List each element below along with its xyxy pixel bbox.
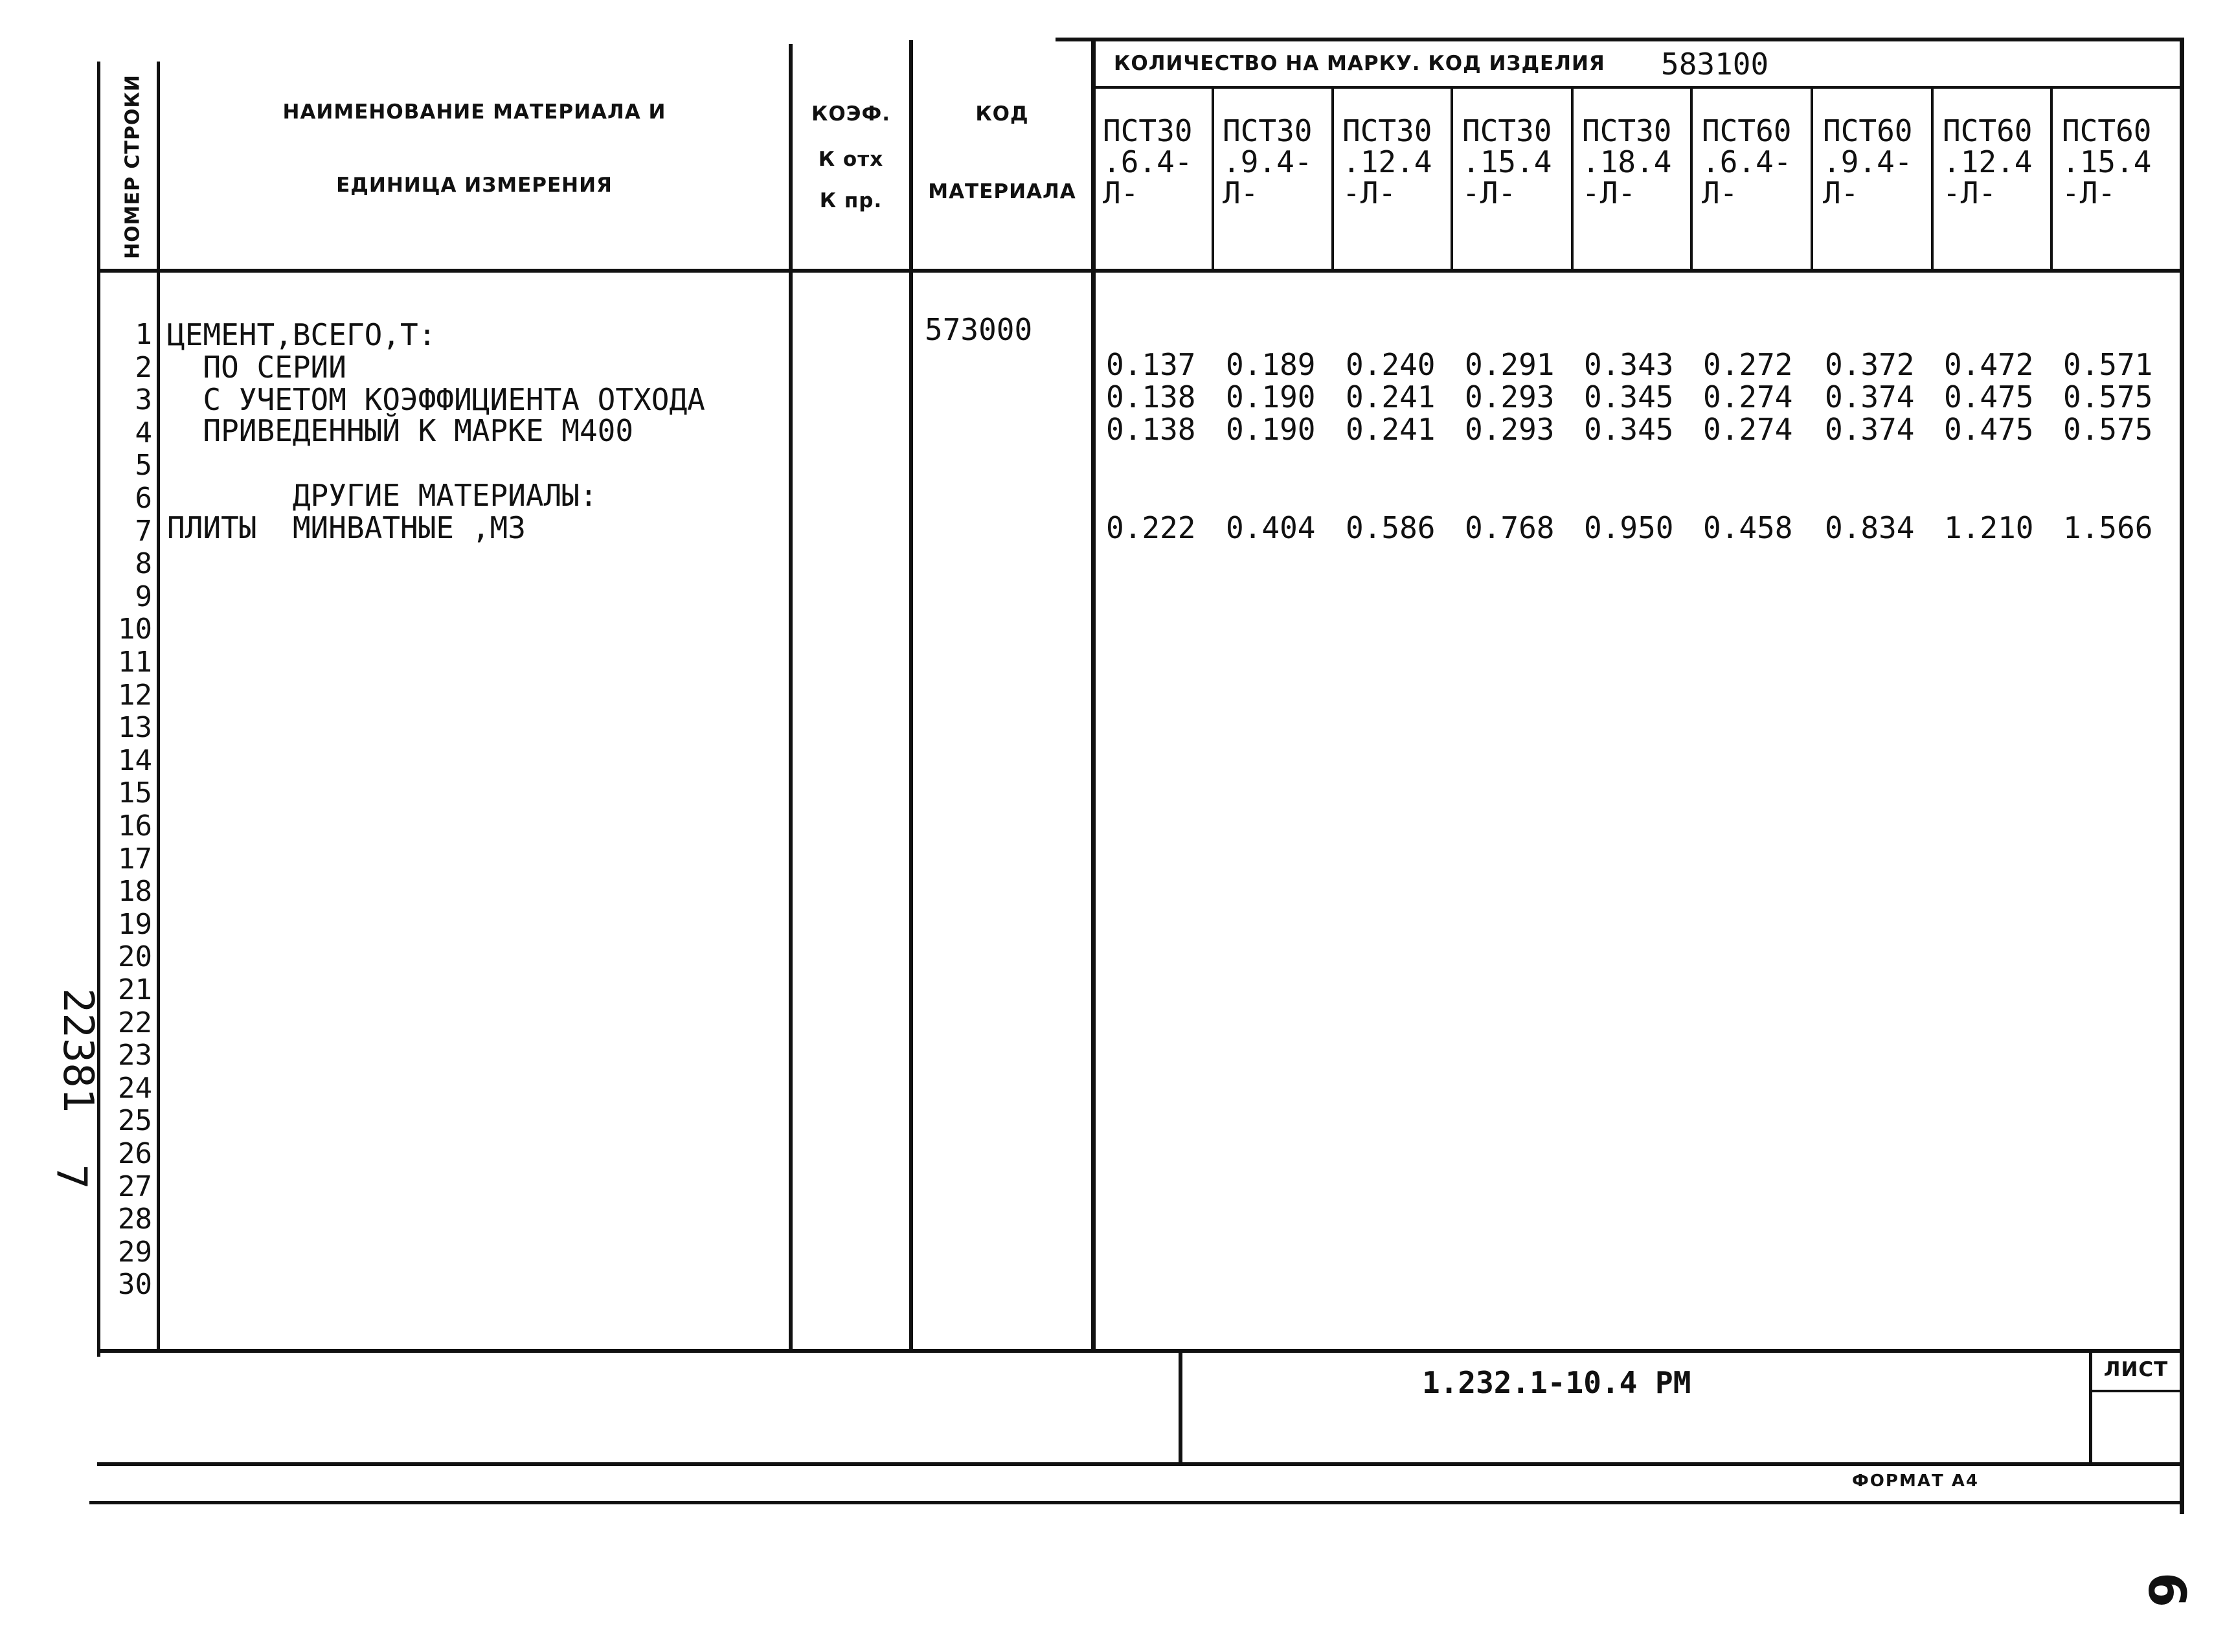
material-name-header-line1: НАИМЕНОВАНИЕ МАТЕРИАЛА И	[282, 100, 666, 124]
material-code-header-line1: КОД	[975, 102, 1029, 126]
row-number: 12	[118, 678, 152, 712]
quantity-value: 1.210	[1944, 510, 2034, 545]
row-number: 15	[118, 776, 152, 810]
quantity-value: 0.475	[1944, 412, 2034, 447]
quantity-value: 0.222	[1106, 510, 1196, 545]
quantity-value: 0.240	[1346, 347, 1436, 382]
row-number-header: НОМЕР СТРОКИ	[121, 74, 144, 259]
row-number: 11	[118, 646, 152, 679]
row-number: 20	[118, 940, 152, 974]
quantity-value: 0.274	[1703, 379, 1793, 414]
material-code-header-line2: МАТЕРИАЛА	[928, 180, 1076, 203]
quantity-value: 0.768	[1465, 510, 1555, 545]
row-number: 19	[118, 907, 152, 941]
quantity-value: 0.575	[2063, 379, 2153, 414]
row-number: 4	[135, 416, 152, 449]
row-number: 25	[118, 1104, 152, 1138]
quantity-value: 0.345	[1584, 379, 1674, 414]
coefficient-header-line2: К отх	[818, 148, 884, 171]
quantity-value: 0.293	[1465, 412, 1555, 447]
inventory-suffix: 7	[47, 1164, 95, 1190]
quantity-value: 0.241	[1346, 379, 1436, 414]
row-number: 9	[135, 580, 152, 613]
mark-cell: ПСТ30 .18.4 -Л-	[1582, 113, 1672, 210]
quantity-value: 0.571	[2063, 347, 2153, 382]
row-number: 2	[135, 350, 152, 384]
row-number: 8	[135, 547, 152, 581]
quantity-value: 0.472	[1944, 347, 2034, 382]
row-number: 30	[118, 1268, 152, 1302]
row-number: 18	[118, 875, 152, 909]
quantity-value: 0.138	[1106, 379, 1196, 414]
quantity-value: 0.137	[1106, 347, 1196, 382]
quantity-value: 0.190	[1226, 379, 1316, 414]
quantity-value: 0.274	[1703, 412, 1793, 447]
quantity-value: 0.345	[1584, 412, 1674, 447]
quantity-value: 0.272	[1703, 347, 1793, 382]
row-number: 16	[118, 809, 152, 843]
coefficient-header-line3: К пр.	[819, 189, 883, 212]
mark-cell: ПСТ60 .15.4 -Л-	[2062, 113, 2152, 210]
row-number: 27	[118, 1170, 152, 1203]
row-number: 6	[135, 482, 152, 515]
quantity-value: 0.241	[1346, 412, 1436, 447]
mark-cell: ПСТ30 .9.4- Л-	[1223, 113, 1313, 210]
mark-cell: ПСТ60 .9.4- Л-	[1823, 113, 1913, 210]
quantity-value: 0.458	[1703, 510, 1793, 545]
page-number: 6	[2137, 1572, 2196, 1608]
quantity-value: 0.475	[1944, 379, 2034, 414]
material-name: ПО СЕРИИ	[167, 350, 346, 385]
product-code: 583100	[1661, 47, 1769, 82]
quantity-value: 0.374	[1825, 412, 1915, 447]
quantity-value: 0.834	[1825, 510, 1915, 545]
quantity-value: 0.374	[1825, 379, 1915, 414]
quantity-value: 0.586	[1346, 510, 1436, 545]
row-number: 26	[118, 1137, 152, 1170]
quantity-value: 0.575	[2063, 412, 2153, 447]
row-number: 3	[135, 383, 152, 417]
document-code: 1.232.1-10.4 РМ	[1422, 1365, 1691, 1400]
format-label: ФОРМАТ А4	[1852, 1471, 1979, 1491]
row-number: 29	[118, 1235, 152, 1269]
quantity-value: 0.372	[1825, 347, 1915, 382]
material-name: ПЛИТЫ МИНВАТНЫЕ ,М3	[167, 510, 526, 545]
quantity-value: 0.343	[1584, 347, 1674, 382]
row-number: 7	[135, 514, 152, 548]
section-heading: ДРУГИЕ МАТЕРИАЛЫ:	[167, 478, 598, 513]
row-number: 1	[135, 318, 152, 351]
mark-cell: ПСТ30 .12.4 -Л-	[1342, 113, 1432, 210]
row-number: 13	[118, 711, 152, 745]
material-name: ЦЕМЕНТ,ВСЕГО,Т:	[167, 317, 436, 352]
quantity-value: 0.293	[1465, 379, 1555, 414]
material-name-header-line2: ЕДИНИЦА ИЗМЕРЕНИЯ	[336, 174, 613, 197]
coefficient-header-line1: КОЭФ.	[811, 102, 890, 126]
row-number: 17	[118, 842, 152, 876]
row-number: 23	[118, 1039, 152, 1072]
quantity-header: КОЛИЧЕСТВО НА МАРКУ. КОД ИЗДЕЛИЯ	[1114, 52, 1605, 75]
row-number: 24	[118, 1071, 152, 1105]
mark-cell: ПСТ60 .12.4 -Л-	[1943, 113, 2033, 210]
mark-cell: ПСТ30 .15.4 -Л-	[1462, 113, 1552, 210]
sheet-label: ЛИСТ	[2103, 1358, 2169, 1381]
mark-cell: ПСТ60 .6.4- Л-	[1702, 113, 1792, 210]
quantity-value: 1.566	[2063, 510, 2153, 545]
material-code: 573000	[925, 312, 1033, 347]
row-number: 28	[118, 1203, 152, 1236]
quantity-value: 0.291	[1465, 347, 1555, 382]
row-number: 5	[135, 449, 152, 482]
material-name: ПРИВЕДЕННЫЙ К МАРКЕ М400	[167, 413, 634, 448]
row-number: 14	[118, 743, 152, 777]
quantity-value: 0.189	[1226, 347, 1316, 382]
quantity-value: 0.404	[1226, 510, 1316, 545]
row-number: 22	[118, 1006, 152, 1039]
material-name: С УЧЕТОМ КОЭФФИЦИЕНТА ОТХОДА	[167, 382, 705, 417]
inventory-number: 22381	[54, 988, 102, 1113]
row-number: 21	[118, 973, 152, 1006]
quantity-value: 0.190	[1226, 412, 1316, 447]
row-number: 10	[118, 613, 152, 646]
mark-cell: ПСТ30 .6.4- Л-	[1103, 113, 1193, 210]
quantity-value: 0.950	[1584, 510, 1674, 545]
quantity-value: 0.138	[1106, 412, 1196, 447]
